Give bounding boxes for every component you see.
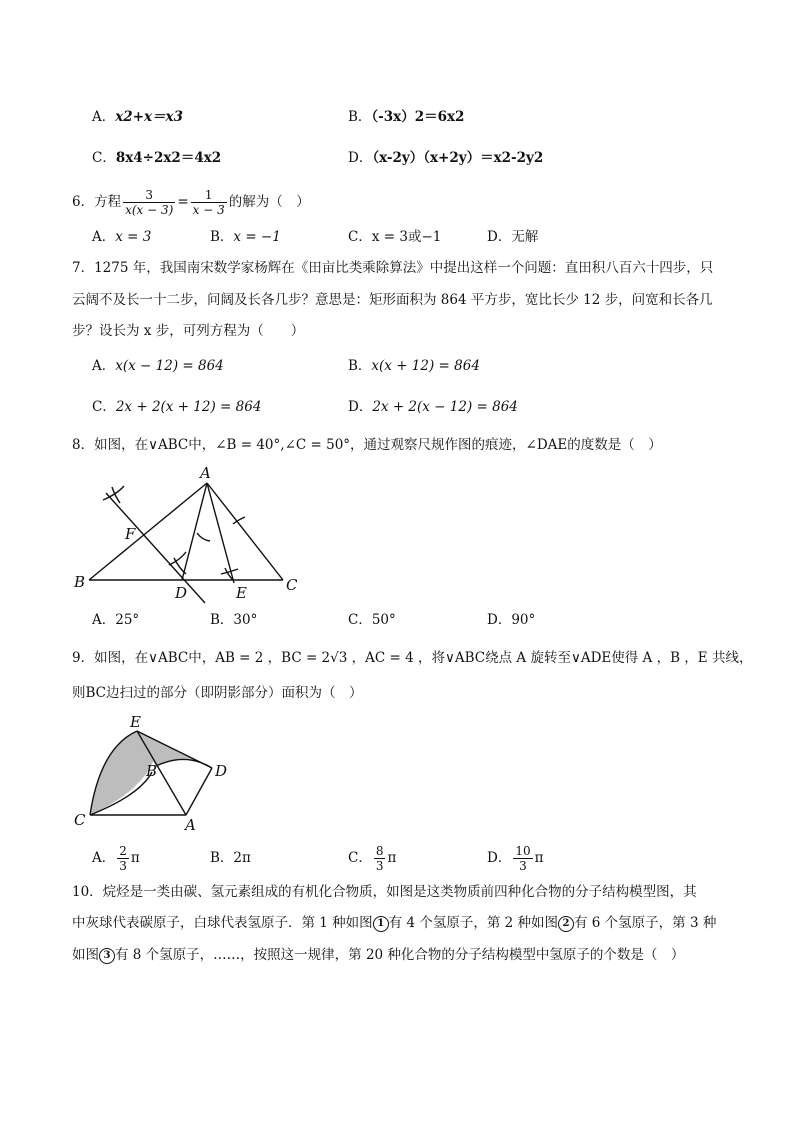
q9-segment-ad <box>186 768 212 815</box>
circled-number-2: 2 <box>558 916 574 932</box>
q7-line-2: 云阔不及长一十二步，问阔及长各几步？意思是：矩形面积为 864 平方步，宽比长少 12 步，问宽和长各几 <box>72 292 713 308</box>
q9-label-d: D <box>215 762 228 780</box>
q10-line-3: 如图 3 有 8 个氢原子，……，按照这一规律，第 20 种化合物的分子结构模型中氢原子的个数是（ ） <box>72 947 685 963</box>
q8-label-e: E <box>236 584 247 602</box>
q8-option-a: A．25° <box>92 612 140 628</box>
q7-line-1: 7．1275 年，我国南宋数学家杨辉在《田亩比类乘除算法》中提出这样一个问题：直田积八百六十四步，只 <box>72 260 714 276</box>
q7-option-b: B．x(x + 12) = 864 <box>348 358 480 374</box>
q6-option-a: A．x = 3 <box>92 229 152 245</box>
q8-arc-mark-7 <box>221 569 238 574</box>
q10-line-2: 中灰球代表碳原子，白球代表氢原子．第 1 种如图 1 有 4 个氢原子，第 2 种如图 2 有 6 个氢原子，第 3 种 <box>72 915 717 931</box>
q9-line-1: 9．如图，在∨ABC中，AB = 2 ，BC = 2√3 ，AC = 4 ，将∨ABC绕点 A 旋转至∨ADE使得 A ，B ，E 共线， <box>72 650 753 666</box>
q8-label-d: D <box>175 584 188 602</box>
q9-label-a: A <box>185 816 196 834</box>
q6-rhs-fraction: $\frac{1}{x - 3}$ <box>192 188 225 217</box>
q5-option-a: A．x2+x＝x3 <box>92 109 183 125</box>
q7-line-3: 步？设长为 x 步，可列方程为（ ） <box>72 323 305 339</box>
q9-label-e: E <box>130 713 141 731</box>
q9-option-d: D． $\frac{10}{3}$ π <box>487 844 544 873</box>
q9-figure <box>74 713 227 834</box>
q8-option-d: D．90° <box>487 612 536 628</box>
circled-number-3: 3 <box>99 948 115 964</box>
q9-label-b: B <box>146 762 158 780</box>
q5-option-d: D．（x-2y）（x+2y）＝x2-2y2 <box>348 150 544 166</box>
q8-arc-mark-5 <box>197 533 210 541</box>
q9-line-2: 则BC边扫过的部分（即阴影部分）面积为（ ） <box>72 685 363 701</box>
q7-option-d: D．2x + 2(x − 12) = 864 <box>348 399 518 415</box>
q6-lhs-fraction: $\frac{3}{x(x - 3)}$ <box>125 188 174 217</box>
q10-line-1: 10．烷烃是一类由碳、氢元素组成的有机化合物质，如图是这类物质前四种化合物的分子结构模型图，其 <box>72 884 697 900</box>
q5-option-c: C．8x4÷2x2＝4x2 <box>92 150 222 166</box>
q8-segment-ae <box>207 483 234 583</box>
q8-side-ac <box>207 483 283 580</box>
q8-stem: 8．如图，在∨ABC中，∠B = 40°,∠C = 50°，通过观察尺规作图的痕迹，∠DAE的度数是（ ） <box>72 437 662 453</box>
q6-option-d: D．无解 <box>487 229 539 245</box>
q8-label-c: C <box>286 576 298 594</box>
q6-stem: 6．方程 $\frac{3}{x(x - 3)}$ = $\frac{1}{x - 3}$ 的解为（ ） <box>72 188 310 217</box>
q8-option-c: C．50° <box>348 612 396 628</box>
q8-segment-ad <box>182 483 207 580</box>
q5-option-b: B．（-3x）2＝6x2 <box>348 109 465 125</box>
q9-option-c: C． $\frac{8}{3}$ π <box>348 844 397 873</box>
q7-option-a: A．x(x − 12) = 864 <box>92 358 224 374</box>
q8-label-b: B <box>74 573 86 591</box>
q8-label-a: A <box>200 464 211 482</box>
q7-option-c: C．2x + 2(x + 12) = 864 <box>92 399 262 415</box>
circled-number-1: 1 <box>373 916 389 932</box>
q8-label-f: F <box>125 525 136 543</box>
q8-option-b: B．30° <box>210 612 258 628</box>
q9-option-a: A． $\frac{2}{3}$ π <box>92 844 140 873</box>
q6-option-b: B．x = −1 <box>210 229 281 245</box>
q9-label-c: C <box>74 811 86 829</box>
q9-option-b: B．2π <box>210 850 251 866</box>
q6-option-c: C．x = 3或−1 <box>348 229 442 245</box>
